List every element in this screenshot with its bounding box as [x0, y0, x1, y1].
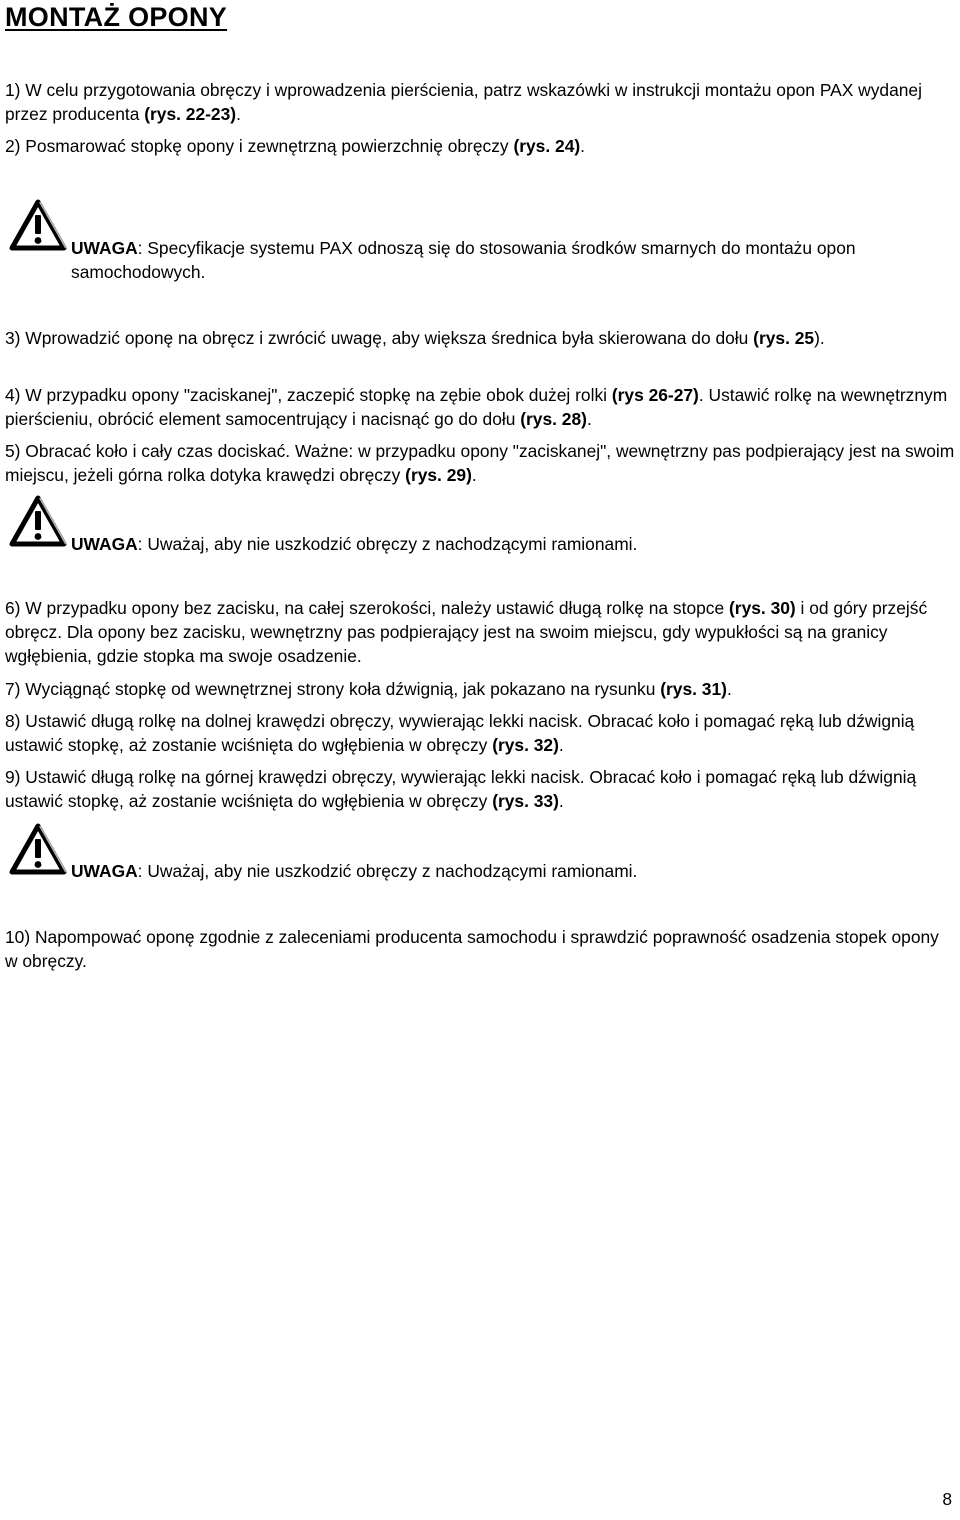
figure-reference: (rys. 30)	[729, 598, 796, 618]
figure-reference: (rys. 31)	[660, 679, 727, 699]
paragraph-7	[5, 677, 955, 701]
figure-reference: (rys. 28)	[520, 409, 587, 429]
paragraph-1-text: 1) W celu przygotowania obręczy i wprowadzenia pierścienia, patrz wskazówki w instrukcji montażu opon PAX wydanej przez producenta	[5, 80, 922, 124]
paragraph-1-end: .	[236, 104, 241, 124]
paragraph-3-text: 3) Wprowadzić oponę na obręcz i zwrócić uwagę, aby większa średnica była skierowana do dołu	[5, 328, 754, 348]
warning-text	[71, 859, 941, 883]
paragraph-8-text: 8) Ustawić długą rolkę na dolnej krawędzi obręczy, wywierając lekki nacisk. Obracać koło i pomagać ręką lub dźwignią ustawić stopkę, aż zostanie wciśnięta do wgłębienia w obręczy	[5, 711, 915, 755]
paragraph-4-text: 4) W przypadku opony "zaciskanej", zaczepić stopkę na zębie obok dużej rolki	[5, 385, 612, 405]
warning-message: : Specyfikacje systemu PAX odnoszą się do stosowania środków smarnych do montażu opon samochodowych.	[71, 238, 856, 282]
paragraph-7-end: .	[726, 679, 732, 699]
warning-triangle-icon	[8, 494, 68, 549]
page-number: 8	[942, 1489, 952, 1509]
paragraph-9	[5, 765, 955, 813]
paragraph-2-text: 2) Posmarować stopkę opony i zewnętrzną powierzchnię obręczy	[5, 136, 514, 156]
paragraph-9-text: 9) Ustawić długą rolkę na górnej krawędzi obręczy, wywierając lekki nacisk. Obracać koło i pomagać ręką lub dźwignią ustawić stopkę, aż zostanie wciśnięta do wgłębienia w obręczy	[5, 767, 917, 811]
warning-label: UWAGA	[71, 238, 138, 258]
figure-reference: (rys 26-27)	[611, 385, 699, 405]
warning-block-3	[5, 822, 955, 902]
paragraph-9-end: .	[558, 791, 564, 811]
figure-reference: (rys. 33)	[492, 791, 559, 811]
warning-block-2	[5, 494, 955, 574]
paragraph-10: 10) Napompować oponę zgodnie z zaleceniami producenta samochodu i sprawdzić poprawność osadzenia stopek opony w obręczy.	[5, 927, 939, 971]
paragraph-8-end: .	[558, 735, 564, 755]
paragraph-8	[5, 709, 955, 757]
warning-message: : Uważaj, aby nie uszkodzić obręczy z nachodzącymi ramionami.	[137, 534, 638, 554]
warning-triangle-icon	[8, 198, 68, 253]
figure-reference: (rys. 22-23)	[144, 104, 237, 124]
paragraph-4	[5, 383, 955, 431]
paragraph-3-end: ).	[814, 328, 825, 348]
warning-block-1	[5, 198, 955, 282]
paragraph-2	[5, 134, 955, 158]
paragraph-7-text: 7) Wyciągnąć stopkę od wewnętrznej strony koła dźwignią, jak pokazano na rysunku	[5, 679, 661, 699]
figure-reference: (rys. 25	[753, 328, 815, 348]
warning-message: : Uważaj, aby nie uszkodzić obręczy z nachodzącymi ramionami.	[137, 861, 638, 881]
paragraph-1	[5, 78, 955, 126]
paragraph-6-end: i od góry przejść obręcz. Dla opony bez zacisku, wewnętrzny pas podpierający jest na swoim miejscu, gdy wypukłości są na granicy wgłębienia, gdzie stopka ma swoje osadzenie.	[5, 598, 928, 666]
figure-reference: (rys. 24)	[513, 136, 581, 156]
paragraph-4-mid: . Ustawić rolkę na wewnętrznym pierścieniu, obrócić element samocentrujący i nacisnąć go do dołu	[5, 385, 948, 429]
warning-text	[71, 236, 941, 284]
paragraph-5	[5, 439, 955, 487]
figure-reference: (rys. 29)	[405, 465, 472, 485]
paragraph-5-end: .	[471, 465, 477, 485]
paragraph-2-end: .	[580, 136, 585, 156]
paragraph-3	[5, 326, 955, 350]
warning-text	[71, 532, 941, 556]
page-title: MONTAŻ OPONY	[5, 2, 228, 32]
paragraph-6-text: 6) W przypadku opony bez zacisku, na całej szerokości, należy ustawić długą rolkę na stopce	[5, 598, 730, 618]
paragraph-5-text: 5) Obracać koło i cały czas dociskać. Ważne: w przypadku opony "zaciskanej", wewnętrzny pas podpierający jest na swoim miejscu, jeżeli górna rolka dotyka krawędzi obręczy	[5, 441, 955, 485]
warning-label: UWAGA	[71, 861, 138, 881]
paragraph-4-end: .	[586, 409, 592, 429]
figure-reference: (rys. 32)	[492, 735, 559, 755]
warning-triangle-icon	[8, 822, 68, 877]
paragraph-6	[5, 596, 955, 668]
warning-label: UWAGA	[71, 534, 138, 554]
